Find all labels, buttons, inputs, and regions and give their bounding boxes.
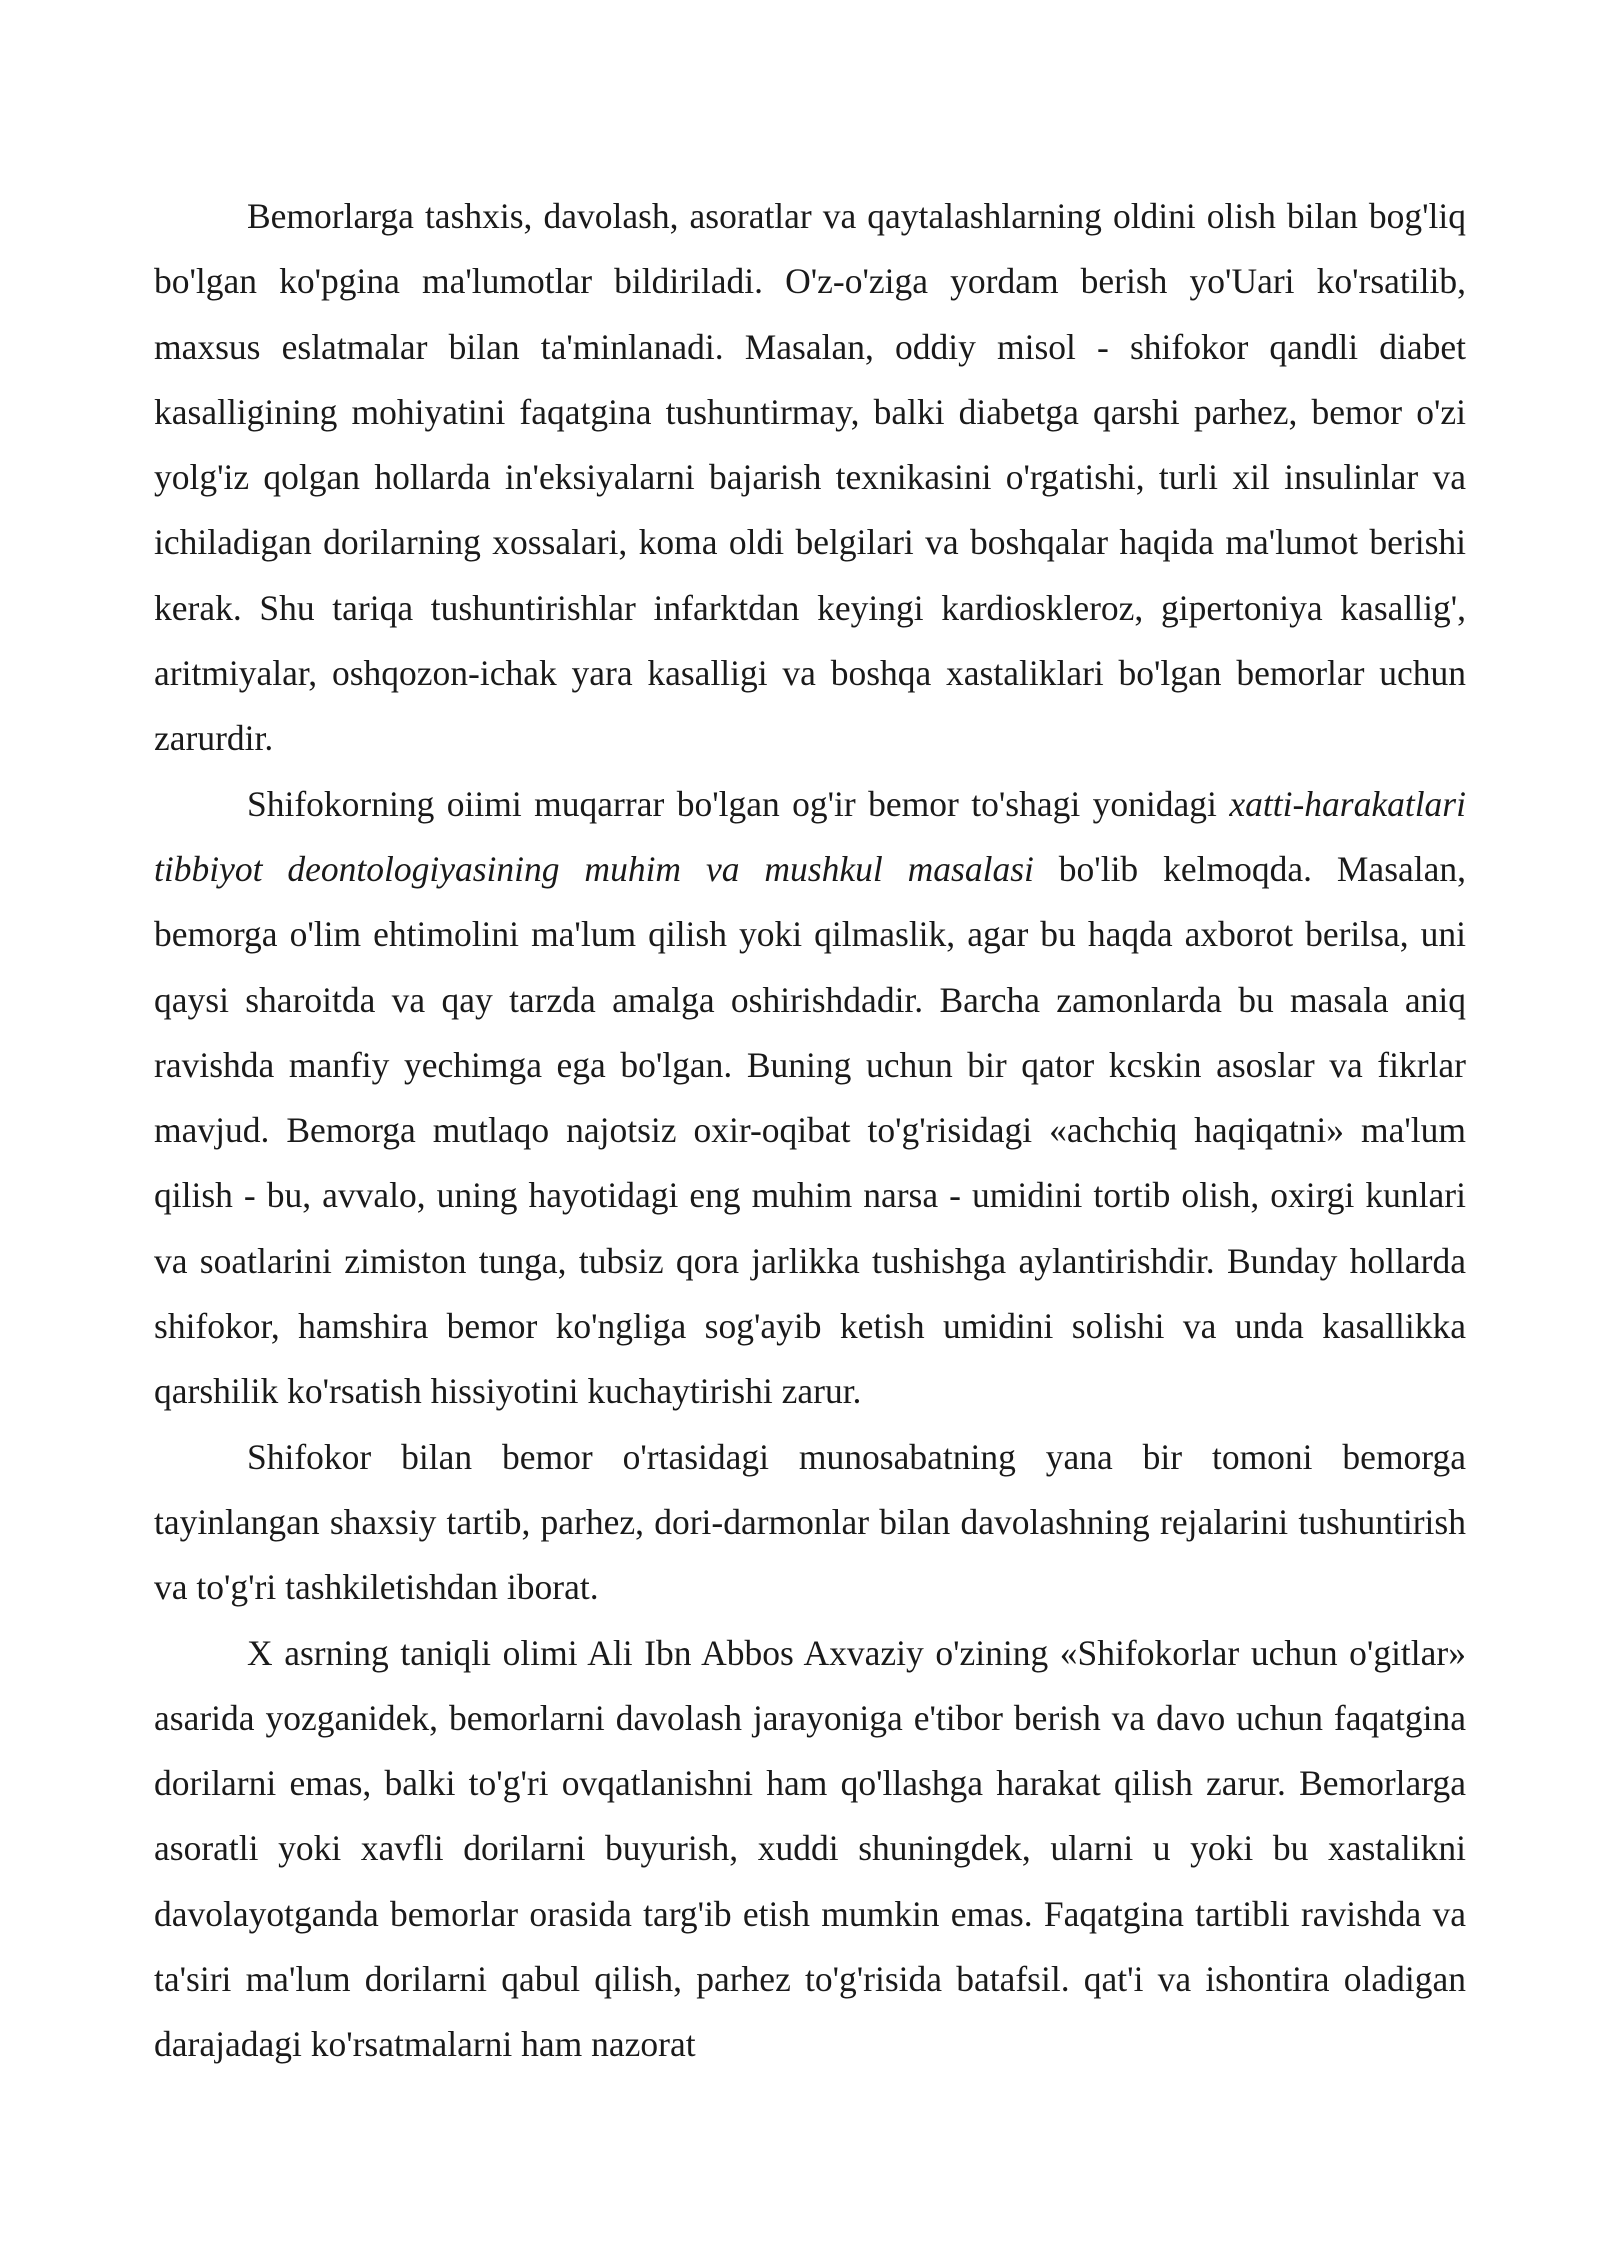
paragraph-text: Shifokor bilan bemor o'rtasidagi munosabatning yana bir tomoni bemorga tayinlangan shaxsiy tartib, parhez, dori-darmonlar bilan davolashning rejalarini tushuntirish va to'g'ri tashkiletishdan iborat. (154, 1436, 1466, 1608)
paragraph-text: bo'lib kelmoqda. Masalan, bemorga o'lim ehtimolini ma'lum qilish yoki qilmaslik, agar bu haqda axborot berilsa, uni qaysi sharoitda va qay tarzda amalga oshirishdadir. Barcha zamonlarda bu masala aniq ravishda manfiy yechimga ega bo'lgan. Buning uchun bir qator kcskin asoslar va fikrlar mavjud. Bemorga mutlaqo najotsiz oxir-oqibat to'g'risidagi «achchiq haqiqatni» ma'lum qilish - bu, avvalo, uning hayotidagi eng muhim narsa - umidini tortib olish, oxirgi kunlari va soatlarini zimiston tunga, tubsiz qora jarlikka tushishga aylantirishdir. Bunday hollarda shifokor, hamshira bemor ko'ngliga sog'ayib ketish umidini solishi va unda kasallikka qarshilik ko'rsatish hissiyotini kuchaytirishi zarur. (154, 848, 1467, 1412)
italic-phrase: xatti-harakatlari tibbiyot deontologiyasining muhim va mushkul masalasi (154, 783, 1466, 889)
paragraph-text: Shifokorning oiimi muqarrar bo'lgan og'ir bemor to'shagi yonidagi (247, 783, 1230, 824)
paragraph-ali-ibn-abbos (154, 1621, 1466, 2078)
paragraph-text: Bemorlarga tashxis, davolash, asoratlar va qaytalashlarning oldini olish bilan bog'liq bo'lgan ko'pgina ma'lumotlar bildiriladi. O'z-o'ziga yordam berish yo'Uari ko'rsatilib, maxsus eslatmalar bilan ta'minlanadi. Masalan, oddiy misol - shifokor qandli diabet kasalligining mohiyatini faqatgina tushuntirmay, balki diabetga qarshi parhez, bemor o'zi yolg'iz qolgan hollarda in'eksiyalarni bajarish texnikasini o'rgatishi, turli xil insulinlar va ichiladigan dorilarning xossalari, koma oldi belgilari va boshqalar haqida ma'lumot berishi kerak. Shu tariqa tushuntirishlar infarktdan keyingi kardioskleroz, gipertoniya kasallig', aritmiyalar, oshqozon-ichak yara kasalligi va boshqa xastaliklari bo'lgan bemorlar uchun zarurdir. (154, 196, 1466, 759)
paragraph-terminal-patient (154, 772, 1466, 1425)
document-page (154, 184, 1466, 2078)
paragraph-text: X asrning taniqli olimi Ali Ibn Abbos Axvaziy o'zining «Shifokorlar uchun o'gitlar» asarida yozganidek, bemorlarni davolash jarayoniga e'tibor berish va davo uchun faqatgina dorilarni emas, balki to'g'ri ovqatlanishni ham qo'llashga harakat qilish zarur. Bemorlarga asoratli yoki xavfli dorilarni buyurish, xuddi shuningdek, ularni u yoki bu xastalikni davolayotganda bemorlar orasida targ'ib etish mumkin emas. Faqatgina tartibli ravishda va ta'siri ma'lum dorilarni qabul qilish, parhez to'g'risida batafsil. qat'i va ishontira oladigan darajadagi ko'rsatmalarni ham nazorat (154, 1632, 1466, 2065)
paragraph-diabetes-education (154, 184, 1466, 772)
paragraph-treatment-plan (154, 1425, 1466, 1621)
